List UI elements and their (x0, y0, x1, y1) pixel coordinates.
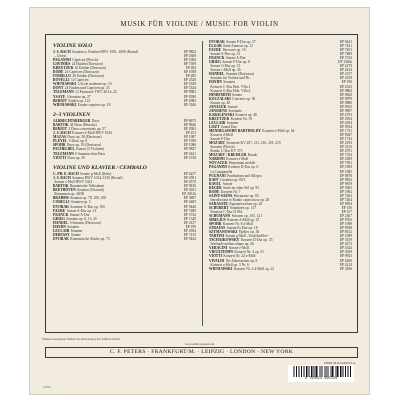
composer-name: CORELLI (53, 200, 70, 205)
work-title: 42 Etüden (Davisson) (74, 66, 106, 71)
edition-number: EP 1340 (183, 216, 196, 221)
composer-name: J. S. BACH (53, 131, 71, 136)
composer-name: NOVÁČEK (209, 161, 228, 166)
edition-number: EP 1099 (339, 234, 352, 239)
work-title: Sonate (232, 92, 242, 97)
edition-number: EP 9846 (183, 123, 196, 128)
edition-number: EP 1985 (339, 169, 352, 174)
work-title: Sonate A-Dur op. 13 (66, 208, 97, 213)
composer-name: MOZART / KREISLER (209, 153, 247, 158)
composer-name: ROVELLI (53, 78, 70, 83)
composer-name: LISZT (209, 124, 220, 129)
work-title: Havanaise op. 83 (233, 193, 259, 198)
catalog-frame (45, 34, 358, 333)
barcode-digits: 9 790014 095134 (304, 377, 338, 381)
composer-name: SZYMANOWSKI (209, 230, 238, 235)
work-title: Sonaten (223, 80, 235, 85)
work-title: 24 Capricen (Davisson) (64, 70, 99, 75)
composer-name: SPOHR (209, 222, 222, 227)
edition-number: EP 284 (185, 66, 196, 71)
edition-number: EP 1958 (183, 70, 196, 75)
work-title: 24 Etüden (Davisson) (71, 62, 104, 67)
work-title: 6 Sonaten ohne Bass (75, 151, 106, 156)
edition-number: EP 4570 (183, 180, 196, 185)
catalog-entry (53, 103, 196, 107)
work-title: Duos (91, 119, 100, 124)
edition-number: EP 7415 (183, 232, 196, 237)
edition-number: EP 9982 (183, 90, 196, 95)
work-title: Serenade (228, 108, 242, 113)
composer-name: GRIEG (209, 60, 221, 65)
work-title: Konzert d-Moll (210, 133, 233, 138)
work-title: Sonaten (Oistrach) (77, 188, 105, 193)
composer-name: DVOŘÁK (209, 40, 225, 44)
section-gap (53, 107, 196, 110)
composer-name: SPOHR (53, 143, 66, 148)
work-title: Die Jahreszeiten op. 8 (225, 258, 258, 263)
edition-number: EP 9847 (183, 147, 196, 152)
work-title: Sonaten (70, 228, 83, 233)
composer-name: GAVINIÈS (53, 62, 71, 67)
work-title: Mythes op. 30 (238, 230, 260, 235)
section-heading: 2–3 VIOLINEN (53, 112, 91, 119)
work-title: La Campanella (210, 169, 233, 174)
work-title: Konzert Nr. 22 a-Moll (223, 254, 256, 259)
edition-number: EP 1902 (339, 189, 352, 194)
edition-number: EP 156 (341, 205, 352, 210)
composer-name: SARASATE (209, 201, 228, 206)
edition-number: EP 4158 (339, 76, 352, 81)
composer-name: GRIEG (53, 216, 65, 221)
work-title: Romanzen op. 40/50 (54, 192, 85, 197)
work-title: Sonate (222, 181, 233, 186)
composer-name: WIENIAWSKI (53, 82, 77, 87)
work-title: Perpetuum mobile (228, 161, 256, 166)
work-title: Cavatina op. 85/3 (219, 177, 246, 182)
publisher-imprint: C. F. PETERS · FRANKFURT/M. · LEIPZIG · LONDON · NEW YORK (45, 347, 358, 358)
composer-name: YSAŸE (53, 94, 66, 99)
edition-number: EP 9948 (339, 226, 352, 231)
work-title: Konzert Nr. 4 op. 31 (234, 250, 264, 255)
work-title: Sonate A-Dur (225, 56, 246, 61)
catalog-entry (53, 156, 196, 160)
composer-name: SCHUBERT (209, 205, 229, 210)
work-title: Sonaten (67, 224, 79, 229)
catalog-page (29, 7, 370, 395)
work-title: 24 Etüden und Capricen op. 35 (64, 86, 110, 91)
edition-number: EP 9440 (183, 204, 196, 209)
composer-name: RAVEL (209, 181, 222, 186)
work-title: Rondo (247, 153, 258, 158)
edition-number: EP 2367 (339, 214, 352, 219)
composer-name: NARDINI (209, 157, 225, 162)
catalog-note: Weitere Ausgaben finden Sie im Katalog der Edition Peters (42, 337, 121, 341)
work-title: 3 Duos concertants op. 57 (68, 127, 106, 132)
edition-number: EP 285 (185, 74, 196, 79)
page-title: MUSIK FÜR VIOLINE / MUSIC FOR VIOLIN (120, 20, 279, 28)
work-title: Suite im alten Stil op. 93 (223, 185, 259, 190)
composer-name: C. PH. E. BACH (53, 172, 79, 177)
composer-name: MENDELSSOHN BARTHOLDY (209, 129, 261, 134)
edition-number: EP 9933 (339, 254, 352, 259)
composer-name: DVOŘÁK (53, 204, 69, 209)
composer-name: FRANCK (209, 56, 225, 61)
edition-number: EP 4157 (339, 72, 352, 77)
edition-number: EP 4394 (339, 120, 352, 125)
work-title: 12 Capricen (70, 78, 89, 83)
edition-number: EP 1958 (183, 139, 196, 144)
work-title: Romantische Stücke op. 75 (70, 236, 110, 241)
composer-name: TELEMANN (53, 151, 74, 156)
edition-number: EP 2193 (339, 141, 352, 146)
catalog-entry (53, 237, 196, 241)
work-title: 6 Sonaten (Davisson) (69, 220, 101, 225)
edition-number: EP 1086 (183, 143, 196, 148)
edition-number: EP 157 (341, 209, 352, 214)
section-heading: VIOLINE SOLO (53, 43, 93, 49)
composer-name: PUGNANI (209, 173, 226, 178)
work-title: L'école moderne op. 10 (77, 82, 112, 87)
work-title: Sonaten (Davisson) (225, 72, 255, 77)
work-title: Berceuse op. 16 (222, 48, 246, 53)
composer-name: JANÁČEK (209, 104, 227, 109)
edition-number: EP 7059 (183, 62, 196, 67)
edition-number: EP 4323 (339, 84, 352, 89)
composer-name: ALBRECHTSBERGER (53, 119, 91, 124)
work-title: Sonaten op. 78, 100, 108 (70, 196, 107, 201)
work-title: Sonatine G-Dur op. 100 (70, 204, 105, 209)
work-title: Konzert Nr. 2 d-Moll op. 22 (233, 266, 275, 271)
edition-number: EP 1984 (183, 58, 196, 63)
edition-number: EP 1918 (183, 155, 196, 160)
composer-name: FAURÉ (209, 48, 222, 53)
edition-number: EP 4394 (183, 228, 196, 233)
edition-number: EP 3031b (182, 192, 196, 197)
edition-number: EP 4206 (339, 258, 352, 263)
work-title: 12 Fantasien TWV 40:14–25 (75, 90, 117, 95)
work-title: Sonaten (Flesch) (210, 145, 235, 150)
edition-number: EP 1983 (339, 165, 352, 170)
work-title: Sonate A-Dur (69, 212, 90, 217)
work-title: Fantasie C-Dur D 934 (210, 209, 243, 214)
work-title: Sonaten op. 5 (70, 200, 91, 205)
edition-number: EP 8675 (183, 119, 196, 124)
edition-number: EP 4308 (183, 54, 196, 59)
edition-number: EP 4344 (339, 246, 352, 251)
edition-number: EP 1340a (338, 60, 352, 65)
work-title: Sonaten (226, 120, 239, 125)
edition-number: EP 8012 (339, 230, 352, 235)
work-title: Kanon (3 Violinen) (76, 147, 105, 152)
work-title: Rumänische Volkstänze (69, 184, 105, 189)
edition-number: EP 9925 (339, 104, 352, 109)
edition-number: EP 190 (341, 80, 352, 85)
work-title: Konzert Nr. 8 a-Moll (222, 222, 254, 227)
work-title: – Urtext (54, 54, 67, 59)
work-title: Sonate F-Dur op. 57 (226, 40, 256, 44)
composer-name: ELGAR (209, 44, 222, 49)
composer-name: REGER (209, 185, 222, 190)
composer-name: TARTINI (209, 234, 224, 239)
section-heading: VIOLINE UND KLAVIER / CEMBALO (53, 165, 147, 172)
composer-name: VIOTTI (53, 155, 66, 160)
edition-number: EP 231 (185, 131, 196, 136)
composer-name: VIOTTI (209, 254, 222, 259)
edition-number: EP 4214 (339, 262, 352, 267)
composer-name: BEETHOVEN (53, 188, 76, 193)
composer-name: HINDEMITH (209, 92, 231, 97)
composer-name: DVOŘÁK (53, 236, 69, 241)
composer-name: FAURÉ (53, 208, 66, 213)
website-link[interactable]: www.edition-peters.de (184, 342, 215, 346)
work-title: Rondo C-Dur KV 373 (210, 149, 243, 154)
work-title: Sonate G-Dur op. 13 (210, 64, 241, 69)
composer-name: BRAHMS (53, 196, 69, 201)
work-title: Sonate (227, 104, 238, 109)
edition-number: EP 3029 (339, 250, 352, 255)
work-title: Sonate e-Moll BWV 1023 (54, 180, 93, 185)
edition-number: EP 9879 (339, 96, 352, 101)
composer-name: KABALEWSKI (209, 112, 234, 117)
edition-number: EP 4237 (183, 172, 196, 177)
work-title: Konzert a-Moll op. 3 Nr. 6 (210, 262, 249, 267)
edition-number: EP 4793 (339, 112, 352, 117)
composer-name: TELEMANN (53, 90, 74, 95)
composer-name: VIVALDI (209, 258, 225, 263)
work-title: Sonate c-Moll op. 45 (210, 68, 241, 73)
composer-name: J. S. BACH (53, 176, 71, 181)
work-title: Sonaten BWV 1014–1019 (Rostal) (72, 176, 123, 181)
work-title: Sonate g-Moll (Kehr) (80, 172, 112, 177)
edition-number: EP 3339 (183, 82, 196, 87)
edition-number: EP 4591 (183, 176, 196, 181)
composer-name: WIENIAWSKI (53, 102, 77, 107)
work-title: Sonate g-Moll „Teufelstriller“ (225, 234, 269, 239)
work-title: Konzert D-Dur op. 35 (240, 238, 273, 243)
work-title: Konzert op. 48 (235, 112, 257, 117)
edition-number: EP 4791 (339, 149, 352, 154)
work-title: Duos op. 29 (67, 155, 85, 160)
work-title: Sonate op. 40 (210, 100, 231, 105)
composer-name: FRANCK (53, 212, 69, 217)
composer-name: KREUTZER (53, 66, 74, 71)
composer-name: MOZART (209, 141, 226, 146)
work-title: Sonate Es-Dur op. 18 (226, 226, 258, 231)
edition-number: EP 3031 (183, 188, 196, 193)
composer-name: BÉRIOT (53, 98, 67, 103)
work-title: Konzert e-Moll (226, 157, 249, 162)
left-column (53, 40, 196, 243)
edition-number: EP 7391 (339, 161, 352, 166)
work-title: Konzert Nr. 7 (220, 189, 241, 194)
work-title: Salut d'amour op. 12 (223, 44, 253, 49)
work-title: Zigeunerweisen op. 20 (229, 201, 263, 206)
work-title: Konzert D-Dur op. 6 (228, 165, 259, 170)
section-gap (53, 160, 196, 163)
work-title: Sonatinen op. 137 (230, 205, 257, 210)
composer-name: TSCHAIKOWSKY (209, 238, 240, 243)
edition-number: EP 7489 (339, 52, 352, 57)
right-column (209, 40, 352, 271)
edition-number: EP 7354 (339, 153, 352, 158)
edition-number: EP 3963 (339, 185, 352, 190)
catalog-entry (209, 267, 352, 271)
work-title: Introduction et Rondo capriccioso op. 28 (210, 197, 270, 202)
composer-name: PAGANINI (209, 165, 227, 170)
work-title: Sonaten op. 8, 13, 45 (66, 216, 97, 221)
edition-number: EP 190 (185, 224, 196, 229)
edition-number: EP 9907 (339, 108, 352, 113)
composer-name: RODE (209, 189, 220, 194)
composer-name: SIBELIUS (209, 218, 226, 223)
edition-number: EP 9880 (339, 100, 352, 105)
edition-number: EP 4157 (183, 220, 196, 225)
work-title: 36 Etüden (Davisson) (72, 74, 104, 79)
edition-number: EP 2983 (183, 98, 196, 103)
edition-number: EP 3296 (339, 266, 352, 271)
edition-number: EP 2414 (339, 68, 352, 73)
work-title: Duos op. 39 (Davisson) (66, 143, 101, 148)
edition-number: EP 7451 (339, 48, 352, 53)
work-title: 44 Duos (Hertzka) (69, 123, 97, 128)
edition-number: EP 7489 (183, 208, 196, 213)
section-gap (53, 241, 196, 244)
composer-name: BÉRIOT (53, 127, 67, 132)
work-title: Konzert C-Dur Hob. VIIa:1 (210, 84, 251, 89)
edition-number: EP 9934 (339, 124, 352, 129)
composer-name: HAYDN (53, 224, 66, 229)
work-title: Etudes-caprices op. 18 (77, 102, 111, 107)
composer-name: HÄNDEL (53, 220, 69, 225)
edition-number: EP 1987 (183, 135, 196, 140)
composer-name: WIENIAWSKI (209, 266, 233, 271)
work-title: Grand Duo (220, 124, 238, 129)
ismn-number: ISMN M-014-09513-4 (324, 361, 355, 365)
column-divider (202, 41, 203, 326)
work-title: Konzert Nr. 19 (230, 116, 253, 121)
edition-number: EP 9047 (339, 133, 352, 138)
composer-name: PACHELBEL (53, 147, 75, 152)
edition-number: EP 2981 (183, 127, 196, 132)
edition-number: EP 7263 (339, 193, 352, 198)
edition-number: EP 3315 (339, 145, 352, 150)
edition-number: EP 3742 (183, 212, 196, 217)
edition-number: EP 4421 (183, 151, 196, 156)
edition-number: EP 3897 (183, 196, 196, 201)
work-title: Capricen (Flesch) (72, 58, 98, 63)
edition-number: EP 4309 (339, 157, 352, 162)
edition-number: EP 9816 (183, 184, 196, 189)
edition-number: EP 1731 (339, 129, 352, 134)
composer-name: LECLAIR (209, 120, 226, 125)
edition-number: EP 8390 (183, 94, 196, 99)
composer-name: SCHUMANN (209, 214, 231, 219)
composer-name: MAZAS (53, 135, 66, 140)
edition-number: EP 1098 (339, 222, 352, 227)
composer-name: VIEUXTEMPS (209, 250, 233, 255)
composer-name: PLEYEL (53, 139, 68, 144)
work-title: Sonate e-Moll (228, 246, 250, 251)
edition-number: EP 9765 (339, 218, 352, 223)
composer-name: SAINT-SAËNS (209, 193, 233, 198)
edition-number: EP 3346 (183, 102, 196, 107)
work-title: 6 Duos op. 8 (68, 139, 88, 144)
edition-number: EP 3742 (339, 56, 352, 61)
work-title: Sonate F-Dur op. 8 (222, 60, 250, 65)
edition-code: 10056 (43, 385, 51, 389)
composer-name: LECLAIR (53, 228, 70, 233)
edition-number: EP 9441 (339, 40, 352, 44)
edition-number: EP 4485 (183, 200, 196, 205)
composer-name: JANSSENS (209, 108, 227, 113)
barcode (288, 365, 354, 382)
edition-number: EP 9878 (339, 173, 352, 178)
edition-number: EP 4373 (339, 242, 352, 247)
work-title: Praeludium und Allegro (227, 173, 262, 178)
work-title: Sonate F-Dur (210, 137, 230, 142)
work-title: Sonate A-Dur op. 13 (210, 52, 241, 57)
edition-number: EP 2279 (339, 64, 352, 69)
work-title: Sonaten für Violine und Bc. (210, 76, 251, 81)
composer-name: DONT (53, 86, 64, 91)
composer-name: PAGANINI (53, 58, 71, 63)
edition-number: EP 9854 (339, 201, 352, 206)
composer-name: BARTÓK (53, 184, 69, 189)
work-title: 6 Sonaten op. 27 (66, 94, 91, 99)
composer-name: J. S. BACH (53, 50, 71, 54)
edition-number: EP 9819 (339, 181, 352, 186)
edition-number: EP 9852 (183, 50, 196, 54)
barcode-bars (293, 366, 351, 377)
work-title: Sonaten op. 105, 121 (231, 214, 263, 219)
edition-number: EP 2526 (183, 78, 196, 83)
composer-name: HÄNDEL (209, 72, 225, 77)
composer-name: BARTÓK (53, 123, 69, 128)
composer-name: HAYDN (209, 80, 222, 85)
edition-number: EP 9823 (339, 177, 352, 182)
work-title: Konzert e-Moll op. 64 (262, 129, 295, 134)
edition-number: EP 9820 (339, 92, 352, 97)
work-title: Sonate (70, 232, 81, 237)
composer-name: DEBUSSY (53, 232, 70, 237)
edition-number: EP 2954 (339, 116, 352, 121)
edition-number: EP 9443 (183, 236, 196, 241)
work-title: Sonaten u. Partiten BWV 1001–1006 (Rostal) (72, 50, 139, 54)
edition-number: EP 3019 (339, 238, 352, 243)
work-title: Duos op. 38 (Davisson) (67, 135, 102, 140)
work-title: Sérénade mélancolique op. 26 (210, 242, 254, 247)
composer-name: RODE (53, 70, 64, 75)
composer-name: RAFF (209, 177, 219, 182)
composer-name: FIORILLO (53, 74, 71, 79)
edition-number: EP 7264 (339, 197, 352, 202)
work-title: Konzerte KV 207, 211, 216, 218, 219 (226, 141, 281, 146)
composer-name: STRAUSS (209, 226, 226, 231)
edition-number: EP 7451 (339, 44, 352, 49)
work-title: Concerto op. 58 (232, 96, 256, 101)
work-title: Konzert d-Moll op. 47 (226, 218, 260, 223)
edition-number: EP 9804 (339, 88, 352, 93)
composer-name: VERACINI (209, 246, 228, 251)
edition-number: EP 3344 (183, 86, 196, 91)
work-title: Konzert d-Moll BWV 1043 (72, 131, 112, 136)
composer-name: KREUTZER (209, 116, 230, 121)
work-title: Konzert G-Dur Hob. VIIa:4 (210, 88, 251, 93)
work-title: Etüden op. 123 (68, 98, 91, 103)
edition-number: EP 1732 (339, 137, 352, 142)
composer-name: KOCZALSKI (209, 96, 231, 101)
